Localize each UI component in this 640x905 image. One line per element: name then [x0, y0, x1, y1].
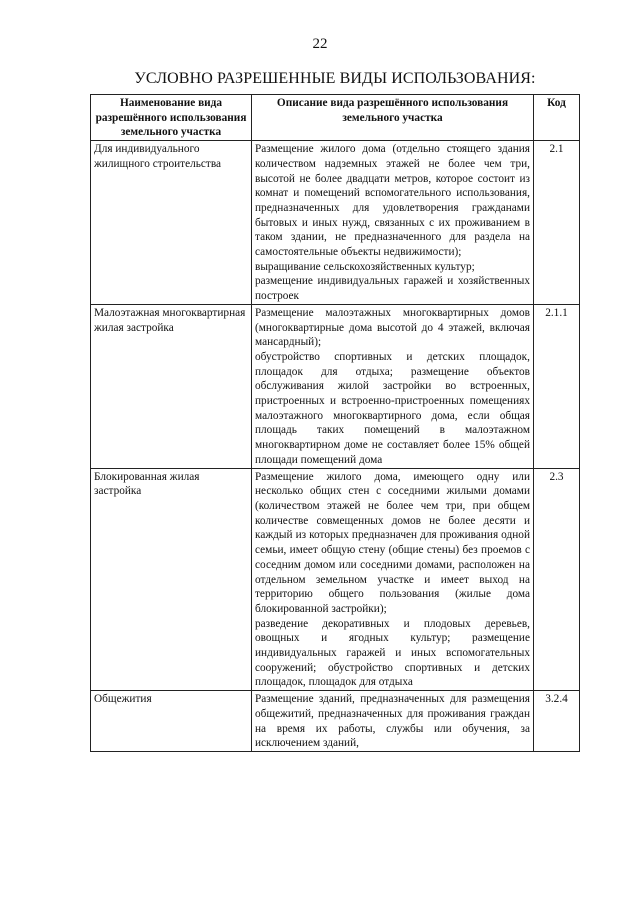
- table-row: [91, 468, 580, 691]
- table-row: [91, 141, 580, 305]
- row-description: [252, 691, 534, 752]
- row-code: 2.1.1: [534, 304, 580, 468]
- row-name: Малоэтажная многоквартирная жилая застройка: [91, 304, 252, 468]
- row-description: [252, 468, 534, 691]
- description-paragraph: Размещение жилого дома, имеющего одну или несколько общих стен с соседними жилыми домами (количеством этажей не более чем три, при общем количестве совмещенных домов не более десяти и каждый из которых предназначен для проживания одной семьи, имеет общую стену (общие стены) без проемов с соседним домом или соседними домами, расположен на отдельном земельном участке и имеет выход на территорию общего пользования (жилые дома блокированной застройки);: [255, 470, 530, 615]
- description-paragraph: Размещение зданий, предназначенных для размещения общежитий, предназначенных для проживания граждан на время их работы, службы или обучения, за исключением зданий,: [255, 693, 530, 750]
- row-description: [252, 304, 534, 468]
- page-number: 22: [312, 36, 328, 52]
- row-name: Общежития: [91, 691, 252, 752]
- description-paragraph: выращивание сельскохозяйственных культур;: [255, 260, 475, 273]
- header-name: Наименование вида разрешённого использования земельного участка: [91, 95, 252, 141]
- description-paragraph: обустройство спортивных и детских площадок, площадок для отдыха; размещение объектов обслуживания жилой застройки во встроенных, пристроенных и встроенно-пристроенных помещениях малоэтажного многоквартирного дома, если общая площадь таких помещений в малоэтажном многоквартирном доме не составляет более 15% общей площади помещений дома: [255, 350, 530, 466]
- description-paragraph: размещение индивидуальных гаражей и хозяйственных построек: [255, 275, 530, 303]
- description-paragraph: разведение декоративных и плодовых деревьев, овощных и ягодных культур; размещение индивидуальных гаражей и иных вспомогательных сооружений; обустройство спортивных и детских площадок, площадок для отдыха: [255, 617, 530, 689]
- header-code: Код: [534, 95, 580, 141]
- description-paragraph: Размещение малоэтажных многоквартирных домов (многоквартирные дома высотой до 4 этажей, включая мансардный);: [255, 306, 530, 349]
- row-name: Для индивидуального жилищного строительства: [91, 141, 252, 305]
- description-paragraph: Размещение жилого дома (отдельно стоящего здания количеством надземных этажей не более чем три, высотой не более двадцати метров, которое состоит из комнат и помещений вспомогательного использования, предназначенных для удовлетворения гражданами бытовых и иных нужд, связанных с их проживанием в таком здании, не предназначенного для раздела на самостоятельные объекты недвижимости);: [255, 143, 530, 259]
- table-row: [91, 304, 580, 468]
- row-description: [252, 141, 534, 305]
- row-code: 2.1: [534, 141, 580, 305]
- permitted-uses-table: [90, 94, 580, 752]
- row-code: 2.3: [534, 468, 580, 691]
- table-header-row: [91, 95, 580, 141]
- header-description: Описание вида разрешённого использования земельного участка: [252, 95, 534, 141]
- table-row: [91, 691, 580, 752]
- section-title: УСЛОВНО РАЗРЕШЕННЫЕ ВИДЫ ИСПОЛЬЗОВАНИЯ:: [134, 70, 536, 87]
- row-code: 3.2.4: [534, 691, 580, 752]
- row-name: Блокированная жилая застройка: [91, 468, 252, 691]
